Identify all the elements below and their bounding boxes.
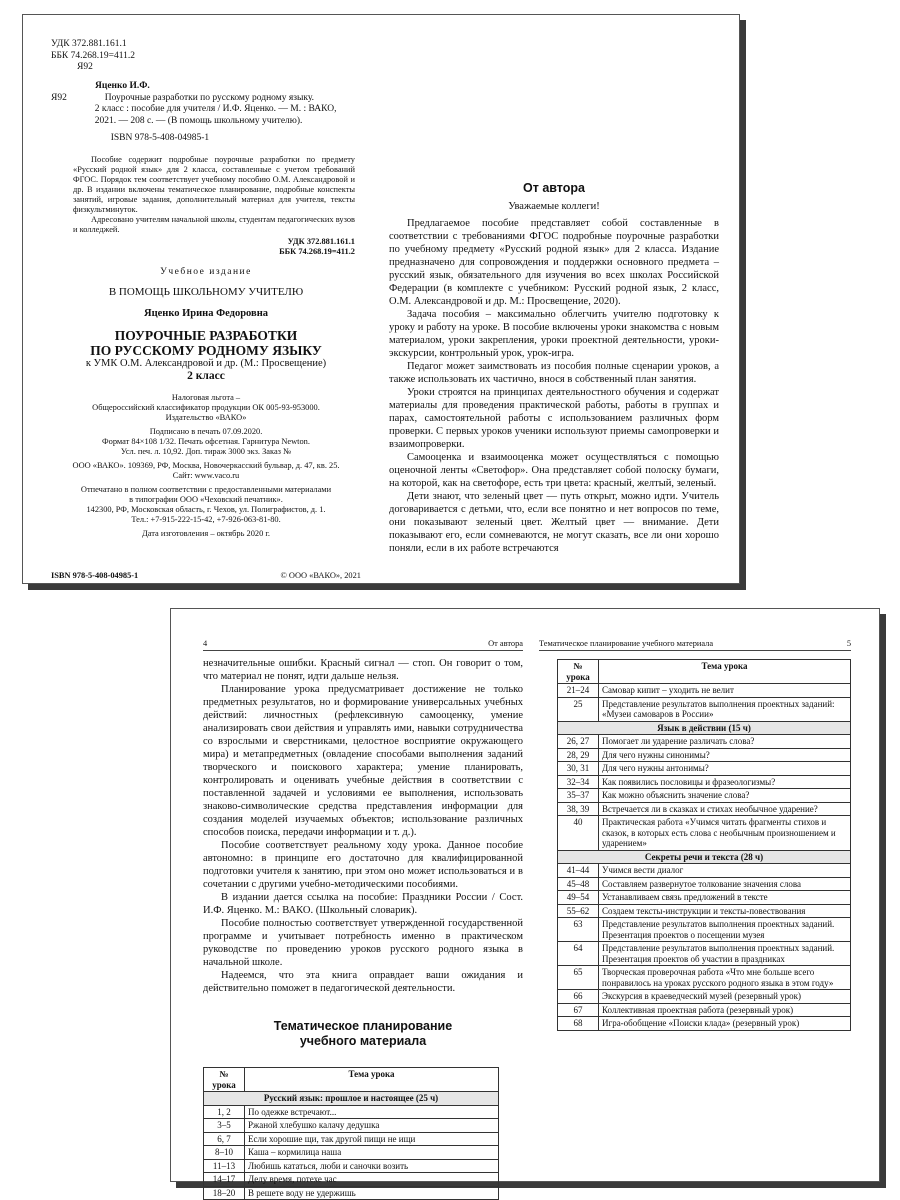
lesson-topic: Если хорошие щи, так другой пищи не ищи xyxy=(245,1132,499,1146)
lesson-number: 67 xyxy=(558,1003,599,1017)
author-heading: Яценко И.Ф. xyxy=(95,81,150,91)
output-data xyxy=(51,393,361,539)
book-subtitle: к УМК О.М. Александровой и др. (М.: Просвещение) xyxy=(85,357,327,369)
lesson-number: 3–5 xyxy=(204,1119,245,1133)
book-title-line2: ПО РУССКОМУ РОДНОМУ ЯЗЫКУ xyxy=(90,342,322,358)
table-row xyxy=(204,1159,499,1173)
isbn: ISBN 978-5-408-04985-1 xyxy=(110,133,210,143)
foreword-paragraph: Задача пособия – максимально облегчить учителю подготовку к уроку и работу на уроке. В пособие включены уроки знакомства с новым материалом, уроки закрепления, уроки проектной деятельности, уроки-экскурсии, контрольный урок, урок-игра. xyxy=(389,309,719,359)
table-header-row xyxy=(558,660,851,684)
running-head: Тематическое планирование учебного материала xyxy=(539,639,714,648)
lesson-number: 21–24 xyxy=(558,684,599,698)
author-mark-side: Я92 xyxy=(51,92,67,103)
foreword-paragraph: Пособие соответствует реальному ходу урока. Данное пособие автономно: в принципе его достаточно для квалифицированной подготовки учителя к занятию, при этом оно может использоваться и в сочетании с другими учебно-методическими пособиями. xyxy=(203,840,523,890)
table-row xyxy=(204,1173,499,1187)
lesson-topic: Практическая работа «Учимся читать фрагменты стихов и сказок, в которых есть слова с необычным произношением и ударением» xyxy=(599,816,851,851)
grade: 2 класс xyxy=(187,369,225,382)
col-lesson-topic: Тема урока xyxy=(599,660,851,684)
publisher-line: Сайт: www.vaco.ru xyxy=(172,471,240,480)
lesson-topic: Творческая проверочная работа «Что мне больше всего понравилось на уроках русского родного языка в этом году» xyxy=(599,966,851,990)
lesson-number: 30, 31 xyxy=(558,762,599,776)
lesson-topic: Каша – кормилица наша xyxy=(245,1146,499,1160)
lesson-number: 45–48 xyxy=(558,877,599,891)
lesson-number: 68 xyxy=(558,1017,599,1031)
lesson-number: 63 xyxy=(558,918,599,942)
foreword-heading: От автора xyxy=(523,181,585,195)
printing-line: Отпечатано в полном соответствии с предоставленными материалами xyxy=(80,485,332,494)
print-line: Формат 84×108 1/32. Печать офсетная. Гарнитура Newton. xyxy=(102,437,310,446)
table-row xyxy=(204,1105,499,1119)
lesson-topic: Представление результатов выполнения проектных заданий. Презентация проектов об участии в праздниках xyxy=(599,942,851,966)
udk-code: УДК 372.881.161.1 xyxy=(287,237,355,246)
library-codes-repeat xyxy=(233,237,355,257)
lesson-topic: Экскурсия в краеведческий музей (резервный урок) xyxy=(599,990,851,1004)
table-row xyxy=(558,1017,851,1031)
annotation-text: Пособие содержит подробные поурочные разработки по предмету «Русский родной язык» для 2 класса, составленные с учетом требований ФГОС. Порядок тем соответствует учебному пособию О.М. Александровой и др. В издании включены тематическое планирование, подробные конспекты занятий, игровые задания, дополнительный материал для учителя, тексты физкультминуток. xyxy=(73,155,355,214)
print-line: Подписано в печать 07.09.2020. xyxy=(149,427,263,436)
col-lesson-topic: Тема урока xyxy=(245,1068,499,1092)
section-title: Секреты речи и текста (28 ч) xyxy=(558,850,851,864)
foreword-paragraph: Надеемся, что эта книга оправдает ваши ожидания и действительно поможет в педагогической деятельности. xyxy=(203,970,523,994)
lesson-topic: Учимся вести диалог xyxy=(599,864,851,878)
table-row xyxy=(204,1186,499,1200)
running-header-left xyxy=(203,639,523,651)
page-number: 5 xyxy=(846,639,851,648)
library-codes xyxy=(51,39,361,74)
foreword-continued xyxy=(203,657,523,995)
foreword-paragraph: Дети знают, что зеленый цвет — путь открыт, можно идти. Учитель договаривается с детьми, что, если все понятно и нет вопросов по теме, они показывают зеленый цвет. Желтый цвет — внимание. Дети показывают его, если сомневаются, не могут сказать, все ли они хорошо поняли, если в их работе встречаются xyxy=(389,491,719,554)
lesson-number: 66 xyxy=(558,990,599,1004)
table-row xyxy=(558,762,851,776)
copyright: © ООО «ВАКО», 2021 xyxy=(280,571,361,580)
lesson-number: 38, 39 xyxy=(558,802,599,816)
table-row xyxy=(558,966,851,990)
series-title: В ПОМОЩЬ ШКОЛЬНОМУ УЧИТЕЛЮ xyxy=(108,285,304,298)
annotation-block xyxy=(73,155,355,235)
lesson-topic: Ржаной хлебушко калачу дедушка xyxy=(245,1119,499,1133)
bbk-code: ББК 74.268.19=411.2 xyxy=(51,50,136,61)
tax-line: Издательство «ВАКО» xyxy=(165,413,247,422)
table-row xyxy=(558,735,851,749)
table-row xyxy=(558,775,851,789)
lesson-number: 8–10 xyxy=(204,1146,245,1160)
printing-line: 142300, РФ, Московская область, г. Чехов, ул. Полиграфистов, д. 1. xyxy=(86,505,326,514)
author-mark: Я92 xyxy=(77,62,93,72)
tax-line: Налоговая льгота – xyxy=(171,393,241,402)
author-name: Яценко Ирина Федоровна xyxy=(143,307,268,319)
lesson-number: 35–37 xyxy=(558,789,599,803)
foreword-paragraph: Планирование урока предусматривает достижение не только предметных результатов, но и формирование универсальных учебных действий: личностных (рефлексивную самооценку, умение анализировать свои действия и управлять ими, навыки сотрудничества со взрослыми и сверстниками, целостное восприятие окружающего мира) и метапредметных (овладение способами выполнения заданий творческого и поискового характера; умение планировать, контролировать и оценивать учебные действия в соответствии с поставленной задачей и условиями ее выполнения, использовать знаково-символические средства представления информации для создания моделей изучаемых объектов; использование различных способов поиска, передачи информации и т. д.). xyxy=(203,684,523,838)
lesson-number: 32–34 xyxy=(558,775,599,789)
foreword-paragraph: Педагог может заимствовать из пособия полные сценарии уроков, а также использовать их частично, внося в собственный план занятия. xyxy=(389,361,719,385)
lesson-topic: Встречается ли в сказках и стихах необычное ударение? xyxy=(599,802,851,816)
lesson-topic: Представление результатов выполнения проектных заданий. Презентация проектов о посещении музея xyxy=(599,918,851,942)
lesson-number: 26, 27 xyxy=(558,735,599,749)
bib-line: 2 класс : пособие для учителя / И.Ф. Яценко. — М. : ВАКО, xyxy=(94,104,337,114)
isbn-footer: ISBN 978-5-408-04985-1 xyxy=(51,571,139,580)
printing-line: в типографии ООО «Чеховский печатник». xyxy=(129,495,283,504)
table-row xyxy=(204,1119,499,1133)
printing-line: Тел.: +7-915-222-15-42, +7-926-063-81-80. xyxy=(131,515,281,524)
table-section-row xyxy=(204,1092,499,1106)
section-title: Русский язык: прошлое и настоящее (25 ч) xyxy=(204,1092,499,1106)
lesson-topic: Создаем тексты-инструкции и тексты-повествования xyxy=(599,904,851,918)
table-row xyxy=(558,891,851,905)
lesson-topic: Помогает ли ударение различать слова? xyxy=(599,735,851,749)
table-row xyxy=(558,697,851,721)
imprint-footer xyxy=(51,571,361,581)
col-lesson-number: № урока xyxy=(558,660,599,684)
lesson-topic: Любишь кататься, люби и саночки возить xyxy=(245,1159,499,1173)
lesson-topic: Делу время, потехе час xyxy=(245,1173,499,1187)
foreword-paragraph: Пособие полностью соответствует утвержденной государственной программе и учитывает потребность именно в практическом руководстве по проведению уроков русского родного языка в начальной школе. xyxy=(203,918,523,968)
title-block xyxy=(51,267,361,383)
page-number: 4 xyxy=(203,639,208,648)
print-line: Усл. печ. л. 10,92. Доп. тираж 3000 экз. Заказ № xyxy=(120,447,292,456)
foreword-paragraph: незначительные ошибки. Красный сигнал — стоп. Он говорит о том, что материал не понят, идти дальше нельзя. xyxy=(203,658,523,682)
table-section-row xyxy=(558,721,851,735)
foreword-greeting: Уважаемые коллеги! xyxy=(508,201,600,212)
table-row xyxy=(558,789,851,803)
lesson-topic: По одежке встречают... xyxy=(245,1105,499,1119)
lesson-number: 1, 2 xyxy=(204,1105,245,1119)
foreword-paragraph: В издании дается ссылка на пособие: Праздники России / Сост. И.Ф. Яценко. М.: ВАКО. (Школьный словарик). xyxy=(203,892,523,916)
table-row xyxy=(558,864,851,878)
running-header-right xyxy=(539,639,851,651)
lesson-topic: Составляем развернутое толкование значения слова xyxy=(599,877,851,891)
table-section-row xyxy=(558,850,851,864)
lesson-topic: В решете воду не удержишь xyxy=(245,1186,499,1200)
planning-heading-line1: Тематическое планирование xyxy=(273,1019,453,1033)
bib-line: Поурочные разработки по русскому родному языку. xyxy=(104,92,315,103)
lesson-number: 65 xyxy=(558,966,599,990)
table-row xyxy=(558,802,851,816)
bbk-code: ББК 74.268.19=411.2 xyxy=(279,247,355,256)
lesson-topic: Как можно объяснить значение слова? xyxy=(599,789,851,803)
table-row xyxy=(558,990,851,1004)
book-spread-planning xyxy=(170,608,880,1198)
table-row xyxy=(558,684,851,698)
section-title: Язык в действии (15 ч) xyxy=(558,721,851,735)
lesson-number: 41–44 xyxy=(558,864,599,878)
table-header-row xyxy=(204,1068,499,1092)
table-row xyxy=(558,816,851,851)
table-row xyxy=(558,918,851,942)
lesson-number: 18–20 xyxy=(204,1186,245,1200)
table-row xyxy=(558,904,851,918)
lesson-number: 25 xyxy=(558,697,599,721)
lesson-number: 28, 29 xyxy=(558,748,599,762)
lesson-topic: Коллективная проектная работа (резервный урок) xyxy=(599,1003,851,1017)
table-row xyxy=(558,877,851,891)
planning-table-part1 xyxy=(203,1067,499,1200)
lesson-topic: Для чего нужны синонимы? xyxy=(599,748,851,762)
lesson-number: 6, 7 xyxy=(204,1132,245,1146)
lesson-topic: Самовар кипит – уходить не велит xyxy=(599,684,851,698)
lesson-number: 40 xyxy=(558,816,599,851)
audience-text: Адресовано учителям начальной школы, студентам педагогических вузов и колледжей. xyxy=(73,215,355,234)
bib-line: 2021. — 208 с. — (В помощь школьному учителю). xyxy=(94,115,303,126)
lesson-number: 64 xyxy=(558,942,599,966)
lesson-topic: Для чего нужны антонимы? xyxy=(599,762,851,776)
col-lesson-number: № урока xyxy=(204,1068,245,1092)
foreword-paragraph: Самооценка и взаимооценка может осуществляться с помощью оценочной ленты «Светофор». Она представляет собой полоску бумаги, на которой, как на светофоре, есть три цвета: красный, желтый, зеленый. xyxy=(389,452,719,489)
manufacture-date: Дата изготовления – октябрь 2020 г. xyxy=(142,529,270,538)
tax-line: Общероссийский классификатор продукции ОК 005-93-953000. xyxy=(92,403,320,412)
lesson-topic: Игра-обобщение «Поиски клада» (резервный урок) xyxy=(599,1017,851,1031)
udk-code: УДК 372.881.161.1 xyxy=(51,39,127,49)
table-row xyxy=(204,1132,499,1146)
foreword-paragraph: Уроки строятся на принципах деятельностного обучения и содержат материалы для проведения практической работы, работы в группах и парах, самостоятельной работы с использованием различных форм проверки. С первых уроков ученики используют приемы самопроверки и взаимопроверки. xyxy=(389,387,719,450)
table-row xyxy=(558,748,851,762)
author-foreword xyxy=(389,181,719,555)
foreword-paragraph: Предлагаемое пособие представляет собой составленные в соответствии с требованиями ФГОС подробные поурочные разработки по учебному предмету «Русский родной язык» для 2 класса. Издание предназначено для сопровождения и поддержки основного предмета – русский язык, обязательного для изучения во всех школах Российской Федерации (в комплекте с учебником: Русский родной язык, 2 класс, О.М. Александровой и др. М.: Просвещение, 2020). xyxy=(389,218,719,307)
lesson-topic: Как появились пословицы и фразеологизмы? xyxy=(599,775,851,789)
lesson-topic: Представление результатов выполнения проектных заданий: «Музеи самоваров в России» xyxy=(599,697,851,721)
bibliographic-record xyxy=(51,81,361,145)
table-row xyxy=(558,1003,851,1017)
table-row xyxy=(204,1146,499,1160)
planning-table-part2 xyxy=(557,659,851,1031)
lesson-number: 55–62 xyxy=(558,904,599,918)
table-row xyxy=(558,942,851,966)
lesson-topic: Устанавливаем связь предложений в тексте xyxy=(599,891,851,905)
edition-type: Учебное издание xyxy=(160,267,252,277)
planning-heading-line2: учебного материала xyxy=(299,1034,427,1048)
lesson-number: 49–54 xyxy=(558,891,599,905)
lesson-number: 11–13 xyxy=(204,1159,245,1173)
book-spread-imprint xyxy=(22,14,740,584)
book-title-line1: ПОУРОЧНЫЕ РАЗРАБОТКИ xyxy=(114,327,298,343)
lesson-number: 14–17 xyxy=(204,1173,245,1187)
running-head: От автора xyxy=(488,639,523,648)
planning-heading xyxy=(203,1019,523,1049)
publisher-line: ООО «ВАКО». 109369, РФ, Москва, Новочеркасский бульвар, д. 47, кв. 25. xyxy=(72,461,340,470)
